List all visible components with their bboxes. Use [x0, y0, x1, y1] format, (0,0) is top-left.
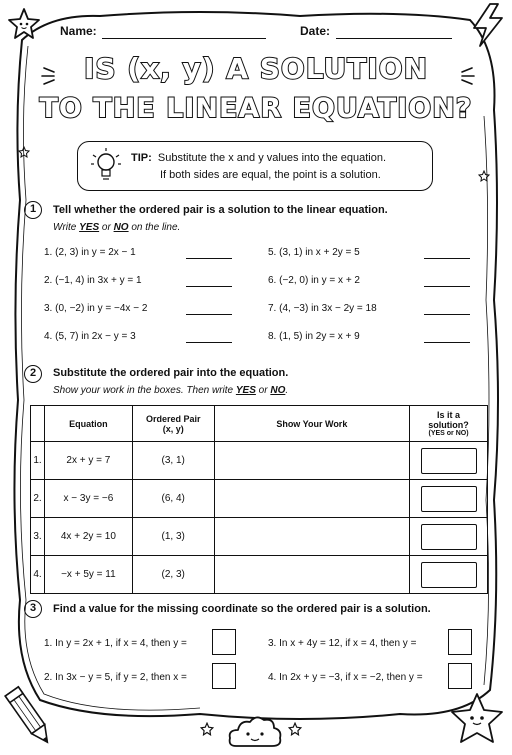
table-row — [31, 518, 488, 556]
section-2-instructions: Show your work in the boxes. Then write YES or NO. — [53, 385, 289, 396]
tip-box — [77, 141, 433, 191]
s1-answer-line-7[interactable] — [424, 314, 470, 315]
ordered-pair-cell: (1, 3) — [132, 518, 214, 556]
ordered-pair-cell: (6, 4) — [132, 480, 214, 518]
s1-answer-line-4[interactable] — [186, 342, 232, 343]
s1-question-2: 2. (−1, 4) in 3x + y = 1 — [44, 275, 142, 286]
s1-answer-line-3[interactable] — [186, 314, 232, 315]
table-row — [31, 556, 488, 594]
show-work-header: Show Your Work — [214, 406, 409, 442]
row-number: 1. — [31, 442, 45, 480]
s3-question-3: 3. In x + 4y = 12, if x = 4, then y = — [268, 638, 417, 649]
work-cell[interactable] — [214, 480, 409, 518]
section-3-title: Find a value for the missing coordinate so the ordered pair is a solution. — [53, 603, 431, 615]
s3-question-1: 1. In y = 2x + 1, if x = 4, then y = — [44, 638, 187, 649]
section-1-instructions: Write YES or NO on the line. — [53, 222, 181, 233]
star-icon — [288, 722, 302, 736]
yes-no-answer-box[interactable] — [421, 448, 477, 474]
row-number-header — [31, 406, 45, 442]
work-cell[interactable] — [214, 518, 409, 556]
ordered-pair-cell: (2, 3) — [132, 556, 214, 594]
s1-question-7: 7. (4, −3) in 3x − 2y = 18 — [268, 303, 377, 314]
worksheet-title-line2: TO THE LINEAR EQUATION? — [39, 93, 473, 124]
worksheet-title-line1: IS (x, y) A SOLUTION — [83, 52, 429, 85]
date-field-line[interactable] — [336, 38, 452, 39]
ordered-pair-cell: (3, 1) — [132, 442, 214, 480]
date-label: Date: — [300, 24, 331, 38]
star-icon — [200, 722, 214, 736]
s3-question-4: 4. In 2x + y = −3, if x = −2, then y = — [268, 672, 423, 683]
s1-question-3: 3. (0, −2) in y = −4x − 2 — [44, 303, 148, 314]
work-cell[interactable] — [214, 556, 409, 594]
smiling-star-icon — [448, 690, 506, 748]
equation-cell: −x + 5y = 11 — [44, 556, 132, 594]
equation-cell: 2x + y = 7 — [44, 442, 132, 480]
solution-cell — [410, 518, 488, 556]
section-1-number: 1 — [24, 201, 42, 219]
s3-answer-box-2[interactable] — [212, 663, 236, 689]
table-row — [31, 480, 488, 518]
lightning-icon — [468, 2, 508, 48]
s1-question-8: 8. (1, 5) in 2y = x + 9 — [268, 331, 360, 342]
s1-answer-line-1[interactable] — [186, 258, 232, 259]
s1-answer-line-5[interactable] — [424, 258, 470, 259]
row-number: 3. — [31, 518, 45, 556]
row-number: 2. — [31, 480, 45, 518]
table-header-row — [31, 406, 488, 442]
s1-question-4: 4. (5, 7) in 2x − y = 3 — [44, 331, 136, 342]
pencil-icon — [2, 680, 56, 752]
tip-line1: Substitute the x and y values into the equation. — [157, 152, 387, 164]
row-number: 4. — [31, 556, 45, 594]
solution-cell — [410, 442, 488, 480]
solution-cell — [410, 556, 488, 594]
yes-no-answer-box[interactable] — [421, 562, 477, 588]
s1-question-1: 1. (2, 3) in y = 2x − 1 — [44, 247, 136, 258]
s1-answer-line-6[interactable] — [424, 286, 470, 287]
name-field-line[interactable] — [102, 38, 266, 39]
lightbulb-icon — [88, 147, 124, 185]
s1-question-5: 5. (3, 1) in x + 2y = 5 — [268, 247, 360, 258]
work-cell[interactable] — [214, 442, 409, 480]
equation-cell: 4x + 2y = 10 — [44, 518, 132, 556]
yes-no-answer-box[interactable] — [421, 486, 477, 512]
section-2-number: 2 — [24, 365, 42, 383]
s3-answer-box-3[interactable] — [448, 629, 472, 655]
section-2-title: Substitute the ordered pair into the equation. — [53, 367, 289, 379]
section-3-number: 3 — [24, 600, 42, 618]
s1-answer-line-8[interactable] — [424, 342, 470, 343]
yes-no-answer-box[interactable] — [421, 524, 477, 550]
tip-label: TIP: — [131, 152, 152, 164]
star-icon — [478, 170, 490, 182]
table-row — [31, 442, 488, 480]
equation-header: Equation — [44, 406, 132, 442]
solution-header: Is it a solution? (YES or NO) — [410, 406, 488, 442]
cloud-icon — [226, 712, 284, 752]
header-row — [60, 22, 452, 42]
s3-answer-box-4[interactable] — [448, 663, 472, 689]
tip-text — [131, 150, 386, 184]
name-label: Name: — [60, 24, 97, 38]
solution-cell — [410, 480, 488, 518]
s1-answer-line-2[interactable] — [186, 286, 232, 287]
star-icon — [18, 146, 30, 158]
equation-cell: x − 3y = −6 — [44, 480, 132, 518]
star-icon — [6, 6, 42, 42]
substitution-table — [30, 405, 488, 594]
s3-question-2: 2. In 3x − y = 5, if y = 2, then x = — [44, 672, 187, 683]
s3-answer-box-1[interactable] — [212, 629, 236, 655]
s1-question-6: 6. (−2, 0) in y = x + 2 — [268, 275, 360, 286]
section-1-title: Tell whether the ordered pair is a solution to the linear equation. — [53, 204, 388, 216]
tip-line2: If both sides are equal, the point is a solution. — [160, 169, 381, 181]
ordered-pair-header: Ordered Pair (x, y) — [132, 406, 214, 442]
